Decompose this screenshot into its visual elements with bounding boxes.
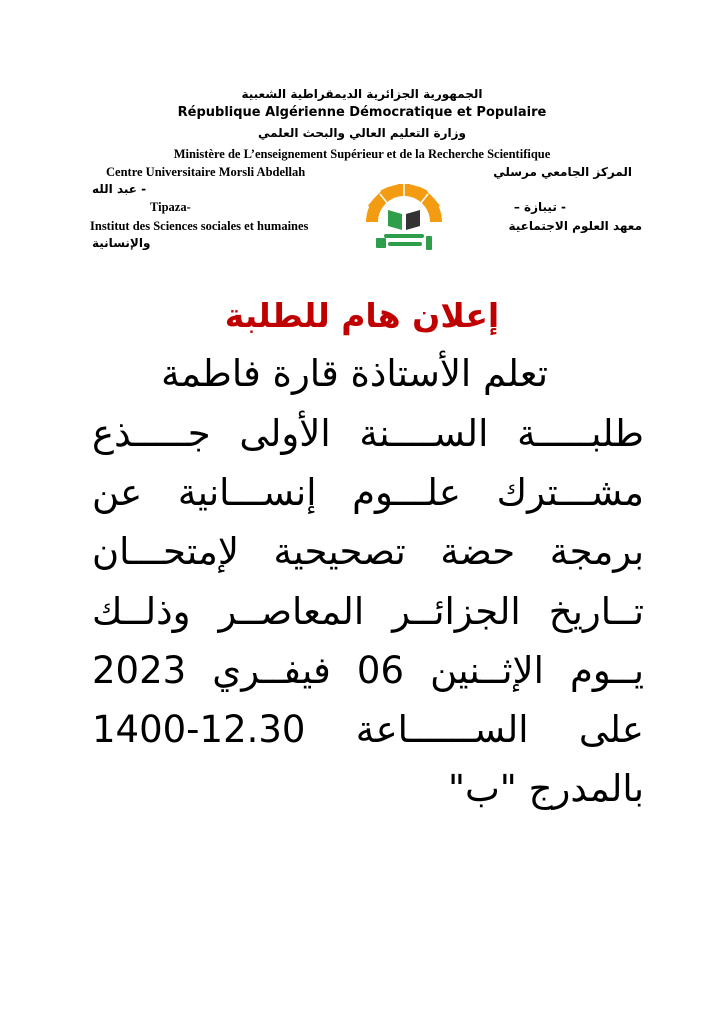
centre-french-line2: Tipaza- bbox=[150, 200, 191, 214]
announcement-title: إعلان هام للطلبة bbox=[224, 296, 500, 335]
centre-arabic-line2: - عبد الله bbox=[92, 182, 147, 196]
centre-arabic-line3: - تيبازة – bbox=[513, 200, 566, 214]
centre-arabic-line1: المركز الجامعي مرسلي bbox=[493, 165, 632, 179]
announcement-line-7: على الســــــاعة 12.30-1400 bbox=[92, 708, 644, 751]
institute-arabic-line2: والإنسانية bbox=[92, 236, 151, 250]
university-logo bbox=[358, 180, 450, 262]
announcement-line-4: برمجة حضة تصحيحية لإمتحـــان bbox=[92, 530, 644, 573]
republic-arabic: الجمهورية الجزائرية الديمقراطية الشعبية bbox=[241, 87, 483, 101]
logo-book bbox=[388, 210, 420, 230]
announcement-line-5: تــاريخ الجزائــر المعاصــر وذلــك bbox=[92, 590, 644, 633]
institute-arabic-line1: معهد العلوم الاجتماعية bbox=[508, 219, 642, 233]
ministry-french: Ministère de L’enseignement Supérieur et de la Recherche Scientifique bbox=[173, 147, 551, 161]
announcement-line-2: طلبـــــة الســــنة الأولى جـــــذع bbox=[92, 412, 644, 455]
republic-french: République Algérienne Démocratique et Populaire bbox=[177, 105, 547, 120]
ministry-arabic: وزارة التعليم العالي والبحث العلمي bbox=[257, 126, 467, 140]
centre-french-line1: Centre Universitaire Morsli Abdellah bbox=[106, 165, 306, 179]
announcement-line-1: تعلم الأستاذة قارة فاطمة bbox=[161, 352, 548, 395]
announcement-line-8: بالمدرج "ب" bbox=[447, 767, 644, 810]
institute-french: Institut des Sciences sociales et humaines bbox=[90, 219, 309, 233]
announcement-line-3: مشـــترك علـــوم إنســـانية عن bbox=[92, 471, 644, 514]
announcement-line-6: يــوم الإثــنين 06 فيفــري 2023 bbox=[92, 649, 644, 692]
logo-calligraphy bbox=[376, 234, 432, 250]
